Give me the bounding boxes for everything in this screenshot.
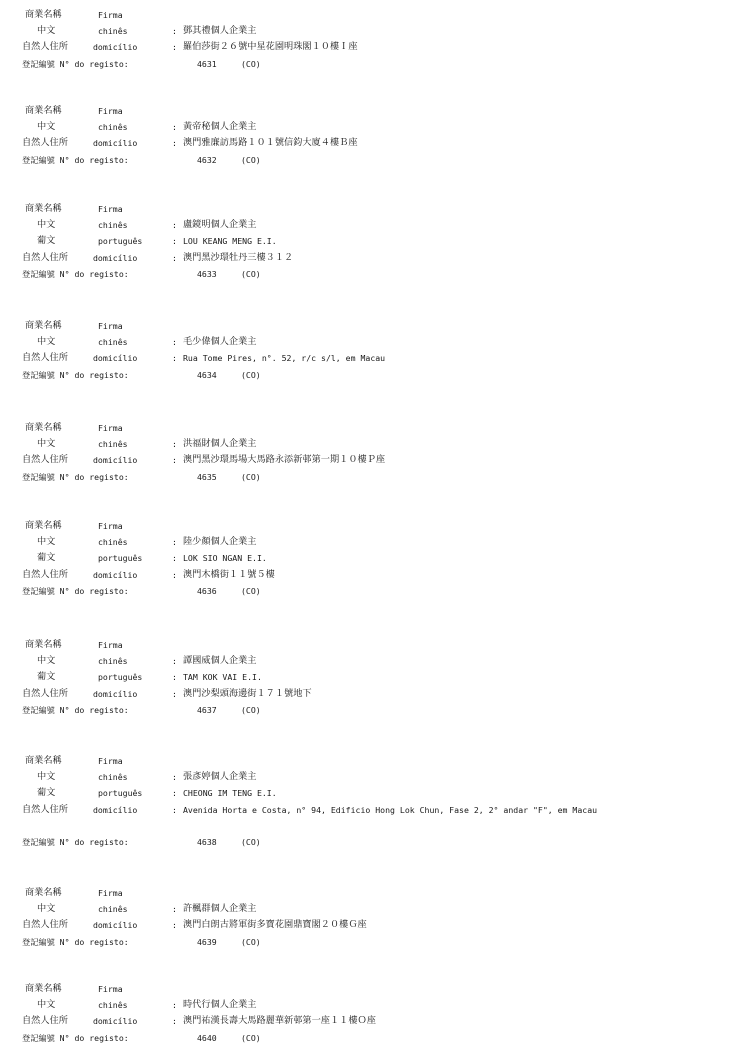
- colon: :: [172, 42, 177, 53]
- registo-label: 登記編號 N° do registo:: [22, 268, 129, 279]
- firma-header-row: [22, 637, 722, 653]
- colon: :: [172, 772, 177, 783]
- registo-code: (CO): [241, 836, 261, 847]
- colon: :: [172, 656, 177, 667]
- chines-label-pt: chinês: [98, 26, 128, 37]
- chinese-name-row: [22, 901, 722, 917]
- registo-row: [22, 934, 722, 950]
- registry-entry: [22, 103, 722, 168]
- registo-label: 登記編號 N° do registo:: [22, 154, 129, 165]
- firma-label-pt: Firma: [98, 106, 123, 116]
- firma-label-zh: 商業名稱: [25, 320, 62, 331]
- domicilio-label-pt: domicílio: [93, 920, 138, 931]
- colon: :: [172, 220, 177, 231]
- registo-number: 4636: [197, 585, 217, 596]
- domicilio-value: 澳門木橋街１１號５樓: [183, 568, 275, 580]
- firma-label-pt: Firma: [98, 423, 123, 433]
- domicilio-value: Avenida Horta e Costa, n° 94, Edificio Hong Lok Chun, Fase 2, 2° andar "F", em Macau: [183, 804, 598, 815]
- registo-code: (CO): [241, 154, 261, 165]
- portugues-label-pt: português: [98, 788, 143, 799]
- registo-number: 4639: [197, 936, 217, 947]
- firma-label-pt: Firma: [98, 640, 123, 650]
- chinese-name-row: [22, 217, 722, 233]
- chinese-name-row: [22, 997, 722, 1013]
- colon: :: [172, 1016, 177, 1027]
- domicilio-row: [22, 802, 722, 834]
- chinese-name-value: 黃帝秘個人企業主: [183, 121, 257, 133]
- chinese-name-value: 張彥婷個人企業主: [183, 771, 257, 783]
- registo-code: (CO): [241, 471, 261, 482]
- domicilio-row: [22, 917, 722, 933]
- domicilio-row: [22, 39, 722, 55]
- registo-label: 登記編號 N° do registo:: [22, 1032, 129, 1043]
- domicilio-label-pt: domicílio: [93, 1016, 138, 1027]
- chinese-name-value: 陸少顏個人企業主: [183, 536, 257, 548]
- firma-label-pt: Firma: [98, 756, 123, 766]
- colon: :: [172, 353, 177, 364]
- registry-entry: [22, 981, 722, 1046]
- firma-label-zh: 商業名稱: [25, 983, 62, 994]
- chinese-name-value: 譚國威個人企業主: [183, 655, 257, 667]
- chines-label-pt: chinês: [98, 772, 128, 783]
- registo-row: [22, 1030, 722, 1046]
- chines-label-pt: chinês: [98, 220, 128, 231]
- colon: :: [172, 788, 177, 799]
- registo-row: [22, 152, 722, 168]
- domicilio-value: 澳門黑沙環牡丹三樓３１２: [183, 251, 294, 263]
- registo-label: 登記編號 N° do registo:: [22, 471, 129, 482]
- domicilio-label-pt: domicílio: [93, 252, 138, 263]
- chines-label-pt: chinês: [98, 337, 128, 348]
- domicilio-label-zh: 自然人住所: [22, 687, 68, 699]
- domicilio-label-zh: 自然人住所: [22, 1015, 68, 1027]
- colon: :: [172, 688, 177, 699]
- colon: :: [172, 455, 177, 466]
- domicilio-row: [22, 350, 722, 366]
- chinese-name-row: [22, 119, 722, 135]
- registo-number: 4635: [197, 471, 217, 482]
- registo-code: (CO): [241, 936, 261, 947]
- domicilio-value: 羅伯莎街２６號中星花園明珠閣１０樓Ｉ座: [183, 41, 358, 53]
- portugues-label-pt: português: [98, 672, 143, 683]
- registo-code: (CO): [241, 704, 261, 715]
- registo-label: 登記編號 N° do registo:: [22, 58, 129, 69]
- registry-entry: [22, 518, 722, 599]
- colon: :: [172, 337, 177, 348]
- colon: :: [172, 122, 177, 133]
- registo-code: (CO): [241, 1032, 261, 1043]
- domicilio-label-zh: 自然人住所: [22, 919, 68, 931]
- chinese-name-row: [22, 436, 722, 452]
- firma-header-row: [22, 103, 722, 119]
- firma-header-row: [22, 981, 722, 997]
- registo-number: 4633: [197, 268, 217, 279]
- chinese-name-value: 許楓群個人企業主: [183, 903, 257, 915]
- registo-row: [22, 834, 722, 850]
- portugues-label-pt: português: [98, 553, 143, 564]
- domicilio-label-pt: domicílio: [93, 42, 138, 53]
- chines-label-zh: 中文: [37, 771, 56, 783]
- registo-row: [22, 56, 722, 72]
- firma-label-pt: Firma: [98, 888, 123, 898]
- chines-label-zh: 中文: [37, 336, 56, 348]
- colon: :: [172, 569, 177, 580]
- colon: :: [172, 904, 177, 915]
- domicilio-label-zh: 自然人住所: [22, 803, 68, 815]
- registo-number: 4637: [197, 704, 217, 715]
- registo-code: (CO): [241, 585, 261, 596]
- domicilio-label-pt: domicílio: [93, 138, 138, 149]
- chines-label-zh: 中文: [37, 438, 56, 450]
- domicilio-label-zh: 自然人住所: [22, 137, 68, 149]
- firma-label-zh: 商業名稱: [25, 887, 62, 898]
- registry-entry: [22, 753, 722, 850]
- registry-entry: [22, 420, 722, 485]
- colon: :: [172, 439, 177, 450]
- firma-label-zh: 商業名稱: [25, 639, 62, 650]
- registo-number: 4640: [197, 1032, 217, 1043]
- firma-label-zh: 商業名稱: [25, 203, 62, 214]
- domicilio-label-pt: domicílio: [93, 688, 138, 699]
- domicilio-value: 澳門黑沙環馬場大馬路永添新邨第一期１０樓Ｐ座: [183, 454, 386, 466]
- registo-label: 登記編號 N° do registo:: [22, 704, 129, 715]
- chines-label-pt: chinês: [98, 122, 128, 133]
- firma-label-pt: Firma: [98, 321, 123, 331]
- registo-code: (CO): [241, 369, 261, 380]
- portuguese-name-value: LOU KEANG MENG E.I.: [183, 236, 277, 247]
- firma-label-zh: 商業名稱: [25, 520, 62, 531]
- chinese-name-row: [22, 769, 722, 785]
- portugues-label-zh: 葡文: [37, 787, 56, 799]
- registo-number: 4634: [197, 369, 217, 380]
- chines-label-zh: 中文: [37, 25, 56, 37]
- portugues-label-zh: 葡文: [37, 235, 56, 247]
- domicilio-label-zh: 自然人住所: [22, 41, 68, 53]
- colon: :: [172, 1000, 177, 1011]
- registo-code: (CO): [241, 58, 261, 69]
- registry-entry: [22, 201, 722, 282]
- domicilio-label-zh: 自然人住所: [22, 568, 68, 580]
- chines-label-pt: chinês: [98, 1000, 128, 1011]
- firma-header-row: [22, 885, 722, 901]
- registo-label: 登記編號 N° do registo:: [22, 585, 129, 596]
- chines-label-zh: 中文: [37, 219, 56, 231]
- chinese-name-value: 鄧其禮個人企業主: [183, 25, 257, 37]
- firma-header-row: [22, 420, 722, 436]
- colon: :: [172, 537, 177, 548]
- chines-label-pt: chinês: [98, 904, 128, 915]
- registo-row: [22, 367, 722, 383]
- firma-header-row: [22, 753, 722, 769]
- colon: :: [172, 26, 177, 37]
- domicilio-value: 澳門白朗古將軍街多寶花園鼎寶閣２０樓Ｇ座: [183, 919, 367, 931]
- domicilio-label-pt: domicílio: [93, 353, 138, 364]
- firma-label-pt: Firma: [98, 521, 123, 531]
- chinese-name-row: [22, 653, 722, 669]
- colon: :: [172, 138, 177, 149]
- chinese-name-row: [22, 534, 722, 550]
- domicilio-label-pt: domicílio: [93, 569, 138, 580]
- registo-number: 4631: [197, 58, 217, 69]
- colon: :: [172, 672, 177, 683]
- colon: :: [172, 920, 177, 931]
- registry-entry: [22, 885, 722, 950]
- chinese-name-value: 時代行個人企業主: [183, 999, 257, 1011]
- firma-header-row: [22, 7, 722, 23]
- chines-label-zh: 中文: [37, 121, 56, 133]
- firma-header-row: [22, 318, 722, 334]
- registo-number: 4632: [197, 154, 217, 165]
- colon: :: [172, 236, 177, 247]
- colon: :: [172, 252, 177, 263]
- domicilio-value: 澳門沙梨頭海邊街１７１號地下: [183, 687, 312, 699]
- firma-label-zh: 商業名稱: [25, 422, 62, 433]
- domicilio-row: [22, 686, 722, 702]
- registo-code: (CO): [241, 268, 261, 279]
- firma-header-row: [22, 201, 722, 217]
- registo-row: [22, 702, 722, 718]
- chinese-name-row: [22, 334, 722, 350]
- chines-label-zh: 中文: [37, 536, 56, 548]
- firma-label-pt: Firma: [98, 984, 123, 994]
- registo-number: 4638: [197, 836, 217, 847]
- domicilio-row: [22, 1013, 722, 1029]
- domicilio-row: [22, 567, 722, 583]
- domicilio-value: 澳門祐漢長壽大馬路麗華新邨第一座１１樓Ｏ座: [183, 1015, 376, 1027]
- registry-entry: [22, 318, 722, 383]
- domicilio-label-pt: domicílio: [93, 455, 138, 466]
- registo-label: 登記編號 N° do registo:: [22, 936, 129, 947]
- chines-label-pt: chinês: [98, 537, 128, 548]
- domicilio-label-pt: domicílio: [93, 804, 138, 815]
- chines-label-zh: 中文: [37, 655, 56, 667]
- portuguese-name-value: LOK SIO NGAN E.I.: [183, 553, 267, 564]
- portuguese-name-row: [22, 785, 722, 801]
- firma-label-pt: Firma: [98, 204, 123, 214]
- domicilio-row: [22, 250, 722, 266]
- chines-label-zh: 中文: [37, 903, 56, 915]
- domicilio-row: [22, 452, 722, 468]
- chines-label-pt: chinês: [98, 656, 128, 667]
- firma-label-zh: 商業名稱: [25, 105, 62, 116]
- domicilio-label-zh: 自然人住所: [22, 251, 68, 263]
- firma-label-pt: Firma: [98, 10, 123, 20]
- registo-row: [22, 266, 722, 282]
- domicilio-label-zh: 自然人住所: [22, 454, 68, 466]
- portugues-label-pt: português: [98, 236, 143, 247]
- firma-label-zh: 商業名稱: [25, 755, 62, 766]
- domicilio-label-zh: 自然人住所: [22, 352, 68, 364]
- colon: :: [172, 804, 177, 815]
- registo-row: [22, 469, 722, 485]
- portuguese-name-row: [22, 550, 722, 566]
- portugues-label-zh: 葡文: [37, 671, 56, 683]
- chines-label-zh: 中文: [37, 999, 56, 1011]
- portuguese-name-value: TAM KOK VAI E.I.: [183, 672, 262, 683]
- registo-label: 登記編號 N° do registo:: [22, 836, 129, 847]
- registo-row: [22, 583, 722, 599]
- chinese-name-row: [22, 23, 722, 39]
- chinese-name-value: 盧鏡明個人企業主: [183, 219, 257, 231]
- firma-header-row: [22, 518, 722, 534]
- registry-entry: [22, 7, 722, 72]
- portuguese-name-row: [22, 669, 722, 685]
- registry-entry: [22, 637, 722, 718]
- domicilio-row: [22, 135, 722, 151]
- registo-label: 登記編號 N° do registo:: [22, 369, 129, 380]
- firma-label-zh: 商業名稱: [25, 9, 62, 20]
- domicilio-value: Rua Tome Pires, n°. 52, r/c s/l, em Macau: [183, 353, 386, 364]
- portuguese-name-value: CHEONG IM TENG E.I.: [183, 788, 277, 799]
- chinese-name-value: 洪福財個人企業主: [183, 438, 257, 450]
- chines-label-pt: chinês: [98, 439, 128, 450]
- chinese-name-value: 毛少偉個人企業主: [183, 336, 257, 348]
- portugues-label-zh: 葡文: [37, 552, 56, 564]
- portuguese-name-row: [22, 233, 722, 249]
- domicilio-value: 澳門雅廉訪馬路１０１號信鈞大廈４樓Ｂ座: [183, 137, 358, 149]
- colon: :: [172, 553, 177, 564]
